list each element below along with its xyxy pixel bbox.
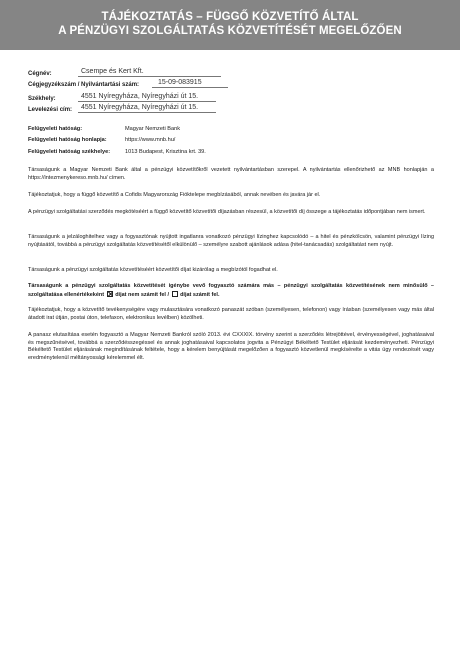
title-line-2: A PÉNZÜGYI SZOLGÁLTATÁS KÖZVETÍTÉSÉT MEGELŐZŐEN xyxy=(58,25,402,37)
other-services-text: Társaságunk a pénzügyi szolgáltatás közvetítését igénybe vevő fogyasztó számára más – pénzügyi szolgáltatás közvetítésének nem minősülő – szolgáltatása ellenértékeként xyxy=(28,283,434,298)
authority-web-label: Felügyeleti hatóság honlapja: xyxy=(28,137,107,143)
regno-field[interactable]: 15-09-083915 xyxy=(152,79,228,88)
company-name-label: Cégnév: xyxy=(28,71,52,77)
authority-hq-row xyxy=(28,149,206,155)
mail-address-label: Levelezési cím: xyxy=(28,107,73,113)
paragraph-fee-source: Társaságunk a pénzügyi szolgáltatás közvetítéséért közvetítői díjat kizárólag a megbízótól fogadhat el. xyxy=(28,267,278,273)
no-fee-checkbox[interactable] xyxy=(107,291,113,297)
authority-row xyxy=(28,126,180,132)
no-fee-label: díjat nem számít fel xyxy=(115,291,166,298)
fee-label: díjat számít fel. xyxy=(180,291,220,298)
paragraph-fee: A pénzügyi szolgáltatási szerződés megkötéséért a függő közvetítő közvetítői díjazásban részesül, a közvetítői díj összege a tájékoztatás időpontjában nem ismert. xyxy=(28,209,426,215)
authority-web-value: https://www.mnb.hu/ xyxy=(125,137,176,143)
paragraph-other-services xyxy=(28,283,434,299)
title-line-1: TÁJÉKOZTATÁS – FÜGGŐ KÖZVETÍTŐ ÁLTAL xyxy=(101,11,359,23)
header-banner xyxy=(0,0,460,50)
regno-label: Cégjegyzékszám / Nyilvántartási szám: xyxy=(28,82,140,88)
seat-field[interactable]: 4551 Nyíregyháza, Nyíregyházi út 15. xyxy=(78,93,216,102)
paragraph-agent: Tájékoztatjuk, hogy a függő közvetítő a Cofidis Magyarország Fióktelepe megbízásából, annak nevében és javára jár el. xyxy=(28,192,321,198)
authority-hq-label: Felügyeleti hatóság székhelye: xyxy=(28,149,111,155)
authority-label: Felügyeleti hatóság: xyxy=(28,126,83,132)
paragraph-registry: Társaságunk a Magyar Nemzeti Bank által a pénzügyi közvetítőkről vezetett nyilvántartásban szerepel. A nyilvántartás ellenőrizhető az MNB honlapján a https://intezmenykereso.mnb.hu/ címen. xyxy=(28,167,434,181)
company-name-field[interactable]: Csempe és Kert Kft. xyxy=(78,68,221,77)
mail-address-field[interactable]: 4551 Nyíregyháza, Nyíregyházi út 15. xyxy=(78,104,216,113)
paragraph-advisory: Társaságunk a jelzáloghitelhez vagy a fogyasztónak nyújtott ingatlanra vonatkozó pénzügyi lízinghez kapcsolódó – a hitel és pénzkölcsön, valamint pénzügyi lízing nyújtásától, továbbá a pénzügyi szolgáltatás közvetítésétől elkülönülő – személyre szabott ajánlások adása (hitel-tanácsadás) szolgáltatást nem nyújt. xyxy=(28,234,434,248)
option-separator: / xyxy=(167,291,169,298)
fee-checkbox[interactable] xyxy=(172,291,178,297)
authority-hq-value: 1013 Budapest, Krisztina krt. 39. xyxy=(125,149,206,155)
seat-label: Székhely: xyxy=(28,96,56,102)
authority-web-row xyxy=(28,137,175,143)
paragraph-arbitration: A panasz elutasítása esetén fogyasztó a Magyar Nemzeti Bankról szóló 2013. évi CXXXIX. törvény szerint a szerződés létrejöttével, érvényességével, joghatásaival és megszűnésével, továbbá a szerződésszegéssel és annak joghatásaival kapcsolatos jogvita a Pénzügyi Békéltető Testület eljárását kezdeményezheti. Pénzügyi Békéltető Testület eljárásának megindításának feltétele, hogy a kérelem benyújtását megelőzően a fogyasztó közvetlenül megkísérelte a vitás ügy rendezését vagy eredménytelenül méltányossági kérelemmel élt. xyxy=(28,332,434,361)
paragraph-complaints: Tájékoztatjuk, hogy a közvetítő tevékenységére vagy mulasztására vonatkozó panaszát szóban (személyesen, telefonon) vagy írásban (személyesen vagy más által átadott irat útján, postai úton, telefaxon, elektronikus levélben) közölheti. xyxy=(28,307,434,321)
authority-value: Magyar Nemzeti Bank xyxy=(125,126,181,132)
